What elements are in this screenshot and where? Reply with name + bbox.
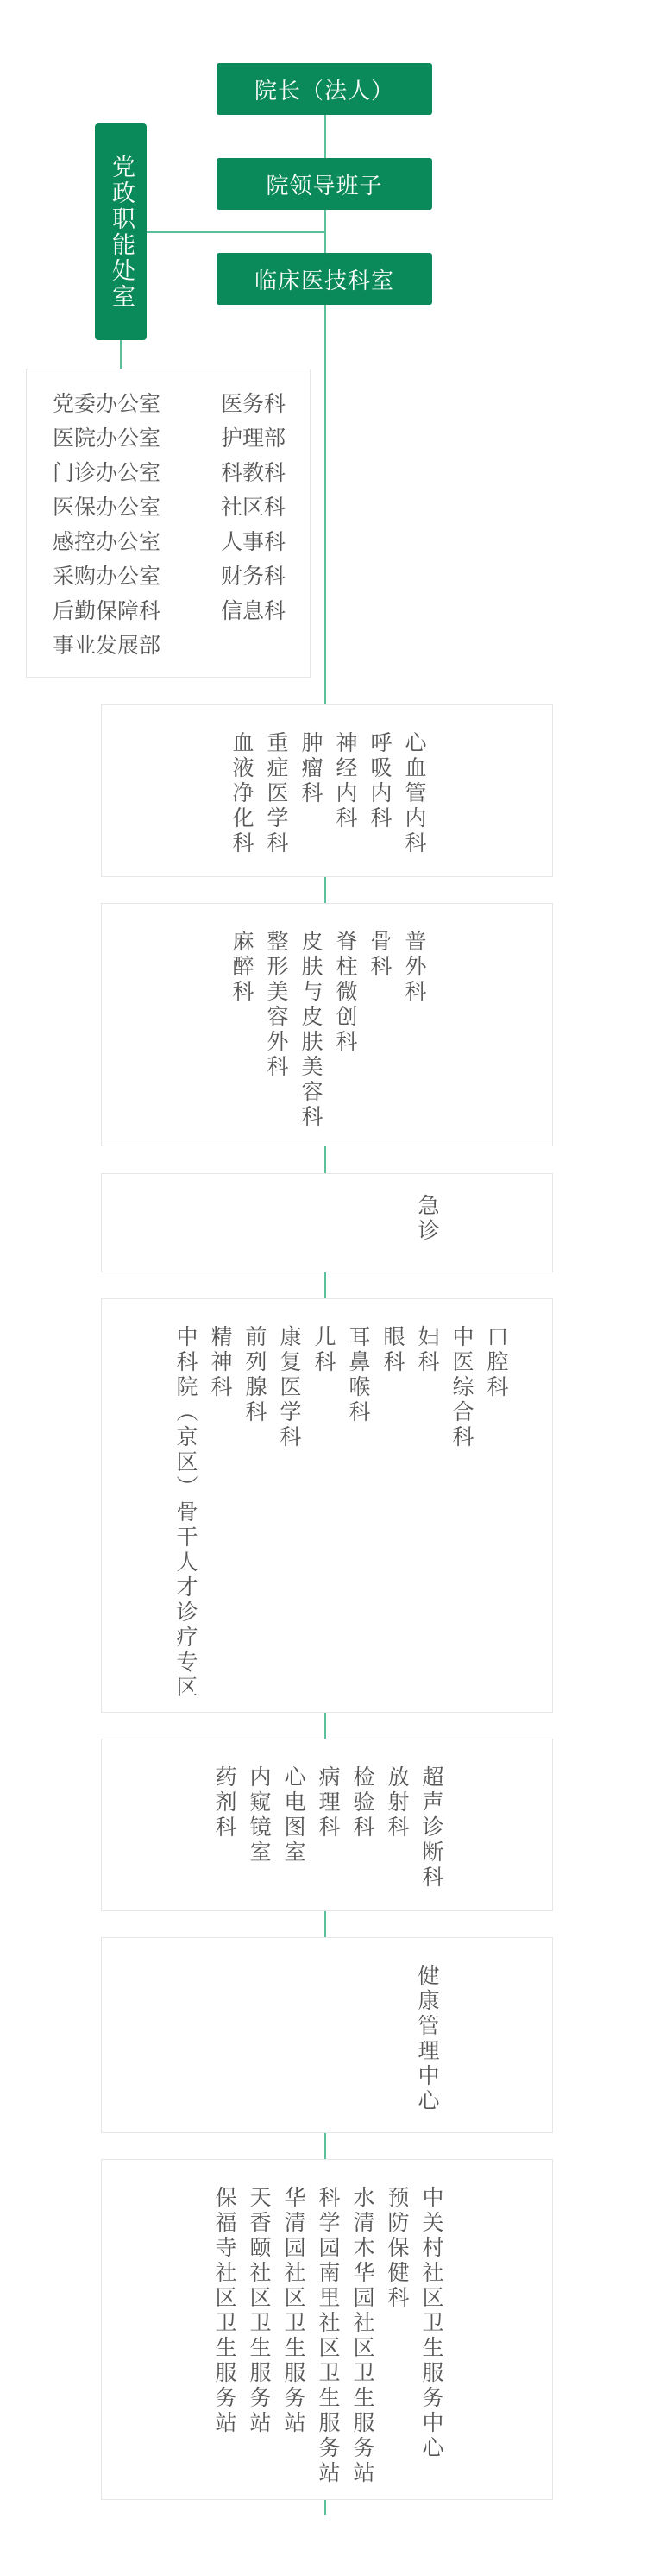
dept-name: 口腔科 bbox=[484, 1325, 509, 1400]
dept-name: 神经内科 bbox=[333, 731, 358, 831]
clinical-departments-box: 临床医技科室 bbox=[217, 253, 432, 305]
dept-name: 血液净化科 bbox=[229, 731, 254, 856]
dept-name: 预防保健科 bbox=[385, 2186, 410, 2311]
party-down-line bbox=[120, 340, 122, 369]
list-item: 护理部 bbox=[221, 426, 286, 451]
dept-name: 药剂科 bbox=[212, 1765, 237, 1840]
dept-name: 中医综合科 bbox=[449, 1325, 474, 1450]
dept-name: 天香颐社区卫生服务站 bbox=[247, 2186, 272, 2436]
list-item: 党委办公室 bbox=[53, 391, 161, 416]
dept-name: 麻醉科 bbox=[229, 930, 254, 1005]
list-item: 事业发展部 bbox=[53, 633, 161, 658]
dept-group-health-management bbox=[101, 1937, 553, 2133]
dept-name: 中关村社区卫生服务中心 bbox=[419, 2186, 444, 2461]
dept-name: 普外科 bbox=[402, 930, 427, 1005]
dept-group-medical-technology bbox=[101, 1739, 553, 1911]
dept-name: 华清园社区卫生服务站 bbox=[281, 2186, 306, 2436]
dept-name: 检验科 bbox=[350, 1765, 375, 1840]
admin-dept-list-left bbox=[53, 387, 160, 663]
list-item: 门诊办公室 bbox=[53, 460, 161, 485]
dept-name: 脊柱微创科 bbox=[333, 930, 358, 1055]
leadership-team-box: 院领导班子 bbox=[217, 158, 432, 210]
dept-name: 心血管内科 bbox=[402, 731, 427, 856]
dept-name: 水清木华园社区卫生服务站 bbox=[350, 2186, 375, 2486]
dept-name: 耳鼻喉科 bbox=[346, 1325, 371, 1425]
party-branch-line bbox=[147, 231, 325, 233]
list-item: 科教科 bbox=[221, 460, 286, 485]
dept-group-emergency bbox=[101, 1173, 553, 1272]
dept-name: 中科院（京区）骨干人才诊疗专区 bbox=[173, 1325, 198, 1701]
dept-name: 儿科 bbox=[311, 1325, 336, 1375]
dept-name: 放射科 bbox=[385, 1765, 410, 1840]
dept-group-surgery bbox=[101, 903, 553, 1146]
dept-name: 心电图室 bbox=[281, 1765, 306, 1866]
admin-departments-box bbox=[26, 369, 311, 678]
dept-name: 重症医学科 bbox=[264, 731, 289, 856]
list-item: 采购办公室 bbox=[53, 564, 161, 589]
dept-name: 皮肤与皮肤美容科 bbox=[298, 930, 324, 1130]
dept-name: 内窥镜室 bbox=[247, 1765, 272, 1866]
dept-group-specialties bbox=[101, 1298, 553, 1713]
dept-name: 保福寺社区卫生服务站 bbox=[212, 2186, 237, 2436]
dept-name: 急诊 bbox=[415, 1194, 440, 1244]
list-item: 医院办公室 bbox=[53, 426, 161, 451]
dept-name: 健康管理中心 bbox=[415, 1964, 440, 2114]
president-box: 院长（法人） bbox=[217, 63, 432, 115]
party-admin-box: 党政职能处室 bbox=[95, 123, 147, 340]
list-item: 人事科 bbox=[221, 529, 286, 554]
dept-name: 病理科 bbox=[316, 1765, 341, 1840]
list-item: 医务科 bbox=[221, 391, 286, 416]
list-item: 信息科 bbox=[221, 598, 286, 623]
dept-name: 眼科 bbox=[380, 1325, 405, 1375]
dept-group-internal-medicine bbox=[101, 704, 553, 877]
dept-name: 妇科 bbox=[415, 1325, 440, 1375]
list-item: 财务科 bbox=[221, 564, 286, 589]
list-item: 后勤保障科 bbox=[53, 598, 161, 623]
dept-name: 骨科 bbox=[367, 930, 393, 980]
dept-name: 科学园南里社区卫生服务站 bbox=[316, 2186, 341, 2486]
list-item: 医保办公室 bbox=[53, 495, 161, 520]
dept-name: 康复医学科 bbox=[277, 1325, 302, 1450]
dept-name: 前列腺科 bbox=[242, 1325, 267, 1425]
dept-name: 超声诊断科 bbox=[419, 1765, 444, 1891]
dept-name: 精神科 bbox=[208, 1325, 233, 1400]
dept-group-community-health bbox=[101, 2159, 553, 2500]
list-item: 社区科 bbox=[221, 495, 286, 520]
dept-name: 肿瘤科 bbox=[298, 731, 324, 806]
list-item: 感控办公室 bbox=[53, 529, 161, 554]
dept-name: 呼吸内科 bbox=[367, 731, 393, 831]
admin-dept-list-right bbox=[221, 387, 286, 628]
dept-name: 整形美容外科 bbox=[264, 930, 289, 1080]
